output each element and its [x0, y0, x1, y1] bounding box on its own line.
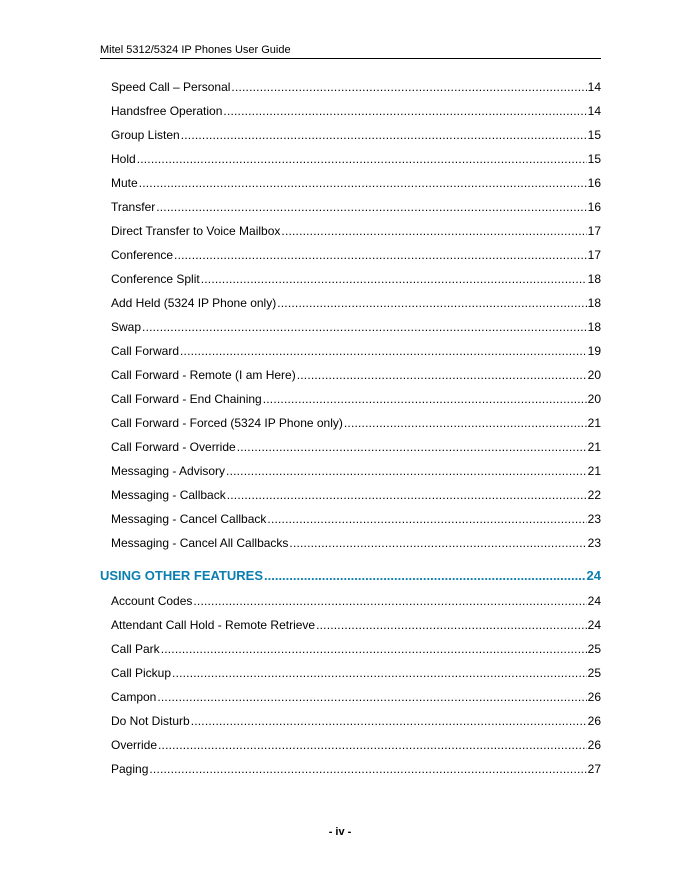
toc-entry-page: 21	[587, 416, 601, 430]
toc-entry[interactable]	[111, 103, 601, 119]
toc-entry[interactable]	[111, 487, 601, 503]
toc-entry[interactable]	[111, 439, 601, 455]
toc-entry[interactable]	[111, 689, 601, 705]
toc-entry-title: Campon	[111, 690, 157, 704]
toc-entry-title: Call Forward - End Chaining	[111, 392, 262, 406]
toc-entry[interactable]	[111, 761, 601, 777]
toc-entry-page: 23	[587, 536, 601, 550]
toc-dot-leader	[237, 439, 587, 455]
toc-entry-title: Add Held (5324 IP Phone only)	[111, 296, 277, 310]
toc-entry-title: Call Forward	[111, 344, 180, 358]
toc-dot-leader	[137, 151, 587, 167]
toc-dot-leader	[289, 535, 586, 551]
toc-dot-leader	[157, 689, 586, 705]
toc-entry-page: 24	[587, 594, 601, 608]
toc-entry-title: Call Park	[111, 642, 160, 656]
toc-entry-title: Swap	[111, 320, 142, 334]
toc-entry-page: 16	[587, 200, 601, 214]
toc-entry-page: 25	[587, 666, 601, 680]
toc-entry-title: Call Forward - Override	[111, 440, 236, 454]
toc-entry-page: 26	[587, 714, 601, 728]
toc-entry-title: Override	[111, 738, 158, 752]
toc-entry-page: 17	[587, 248, 601, 262]
toc-entry-page: 17	[587, 224, 601, 238]
toc-dot-leader	[316, 617, 587, 633]
toc-entry-page: 15	[587, 152, 601, 166]
toc-entry-title: Group Listen	[111, 128, 180, 142]
toc-entry-title: Paging	[111, 762, 149, 776]
toc-entry-page: 26	[587, 690, 601, 704]
toc-entry-title: Direct Transfer to Voice Mailbox	[111, 224, 281, 238]
toc-dot-leader	[264, 567, 586, 585]
toc-entry-page: 14	[587, 104, 601, 118]
toc-dot-leader	[156, 199, 586, 215]
toc-dot-leader	[158, 737, 587, 753]
toc-dot-leader	[263, 391, 587, 407]
toc-dot-leader	[201, 271, 587, 287]
toc-dot-leader	[223, 103, 586, 119]
toc-entry-title: Messaging - Advisory	[111, 464, 226, 478]
toc-entry-page: 18	[587, 296, 601, 310]
toc-entry[interactable]	[111, 367, 601, 383]
toc-entry[interactable]	[111, 415, 601, 431]
toc-entry[interactable]	[111, 665, 601, 681]
toc-entry[interactable]	[111, 641, 601, 657]
toc-entry-page: 24	[587, 618, 601, 632]
toc-dot-leader	[231, 79, 586, 95]
toc-entry[interactable]	[111, 535, 601, 551]
toc-dot-leader	[139, 175, 587, 191]
toc-entry-title: Call Pickup	[111, 666, 172, 680]
toc-entry-page: 15	[587, 128, 601, 142]
toc-entry[interactable]	[111, 319, 601, 335]
toc-entry-title: Transfer	[111, 200, 156, 214]
toc-dot-leader	[149, 761, 586, 777]
toc-entry[interactable]	[111, 151, 601, 167]
toc-dot-leader	[227, 487, 587, 503]
toc-entry-title: Messaging - Callback	[111, 488, 226, 502]
toc-section-page: 24	[586, 568, 601, 583]
toc-entry[interactable]	[111, 223, 601, 239]
toc-entry-page: 18	[587, 272, 601, 286]
toc-entry[interactable]	[111, 175, 601, 191]
toc-entry-page: 23	[587, 512, 601, 526]
toc-entry-page: 21	[587, 440, 601, 454]
toc-dot-leader	[161, 641, 587, 657]
toc-dot-leader	[142, 319, 587, 335]
toc-entry[interactable]	[111, 247, 601, 263]
toc-entry-title: Messaging - Cancel Callback	[111, 512, 267, 526]
toc-entry[interactable]	[111, 617, 601, 633]
toc-entry-title: Conference	[111, 248, 174, 262]
toc-dot-leader	[281, 223, 586, 239]
toc-entry[interactable]	[111, 199, 601, 215]
toc-entry[interactable]	[111, 511, 601, 527]
toc-entry-title: Conference Split	[111, 272, 200, 286]
toc-entry-page: 18	[587, 320, 601, 334]
toc-entry-title: Call Forward - Remote (I am Here)	[111, 368, 296, 382]
toc-entry-title: Account Codes	[111, 594, 193, 608]
toc-entry-title: Attendant Call Hold - Remote Retrieve	[111, 618, 316, 632]
toc-dot-leader	[226, 463, 587, 479]
toc-entry[interactable]	[111, 271, 601, 287]
toc-entry[interactable]	[111, 127, 601, 143]
toc-dot-leader	[277, 295, 586, 311]
toc-entry-page: 20	[587, 368, 601, 382]
toc-entry[interactable]	[111, 391, 601, 407]
toc-entry-title: Handsfree Operation	[111, 104, 223, 118]
header-divider	[100, 58, 601, 59]
toc-entry-page: 16	[587, 176, 601, 190]
toc-entry[interactable]	[111, 343, 601, 359]
toc-entry-page: 27	[587, 762, 601, 776]
toc-dot-leader	[181, 127, 587, 143]
toc-entry-title: Speed Call – Personal	[111, 80, 231, 94]
toc-entry[interactable]	[111, 463, 601, 479]
toc-entry-title: Mute	[111, 176, 138, 190]
toc-entry-title: Do Not Disturb	[111, 714, 190, 728]
toc-dot-leader	[344, 415, 587, 431]
toc-section-title: USING OTHER FEATURES	[100, 568, 263, 583]
toc-entry-page: 22	[587, 488, 601, 502]
toc-entry-title: Call Forward - Forced (5324 IP Phone only)	[111, 416, 343, 430]
toc-entry-page: 25	[587, 642, 601, 656]
toc-entry[interactable]	[111, 593, 601, 609]
page-header-title: Mitel 5312/5324 IP Phones User Guide	[100, 44, 291, 56]
toc-entry[interactable]	[111, 295, 601, 311]
toc-entry-page: 19	[587, 344, 601, 358]
page-number: - iv -	[328, 826, 352, 838]
toc-entry-page: 20	[587, 392, 601, 406]
toc-entry-title: Hold	[111, 152, 136, 166]
toc-dot-leader	[267, 511, 586, 527]
toc-entry[interactable]	[111, 79, 601, 95]
toc-section-heading[interactable]	[100, 567, 601, 585]
toc-entry-page: 14	[587, 80, 601, 94]
toc-dot-leader	[180, 343, 587, 359]
toc-dot-leader	[297, 367, 587, 383]
toc-entry[interactable]	[111, 737, 601, 753]
toc-dot-leader	[193, 593, 586, 609]
toc-dot-leader	[174, 247, 587, 263]
toc-entry-title: Messaging - Cancel All Callbacks	[111, 536, 289, 550]
toc-entry-page: 21	[587, 464, 601, 478]
toc-dot-leader	[191, 713, 587, 729]
toc-dot-leader	[172, 665, 587, 681]
toc-entry[interactable]	[111, 713, 601, 729]
toc-entry-page: 26	[587, 738, 601, 752]
